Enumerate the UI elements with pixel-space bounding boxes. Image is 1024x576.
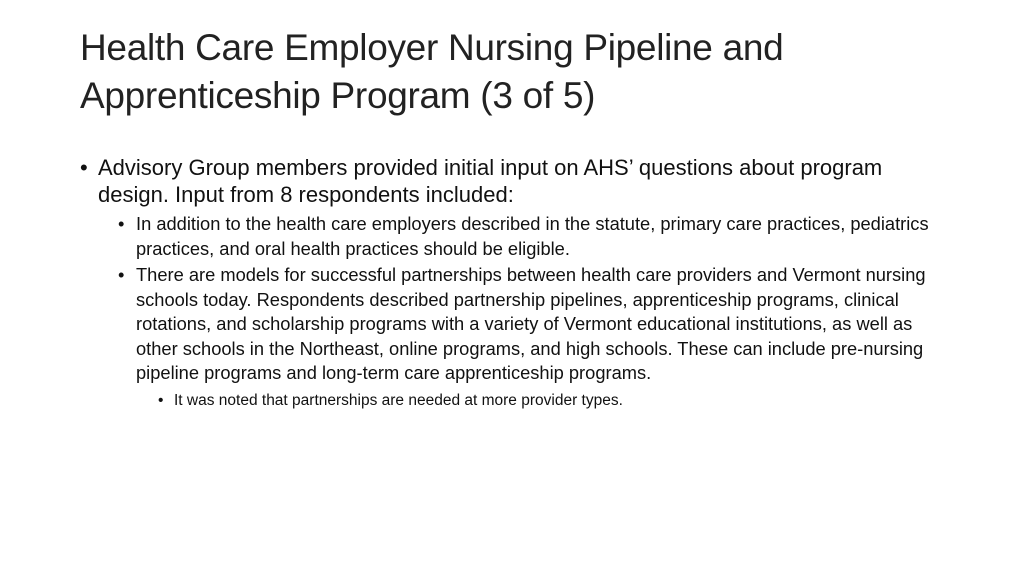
bullet-icon: • xyxy=(118,264,125,285)
slide-body xyxy=(80,154,950,412)
bullet-text-more-provider-types: It was noted that partnerships are needed at more provider types. xyxy=(174,391,623,409)
slide-title: Health Care Employer Nursing Pipeline and Apprenticeship Program (3 of 5) xyxy=(80,27,784,116)
bullet-icon: • xyxy=(80,155,88,180)
bullet-text-partnership-models: There are models for successful partnerships between health care providers and Vermont nursing schools today. Respondents described partnership pipelines, apprenticeship programs, clinical rotations, and scholarship programs with a variety of Vermont educational institutions, as well as other schools in the Northeast, online programs, and high schools. These can include pre-nursing pipeline programs and long-term care apprenticeship programs. xyxy=(136,264,926,383)
bullet-text-advisory-group: Advisory Group members provided initial input on AHS’ questions about program design. Input from 8 respondents included: xyxy=(98,155,883,207)
bullet-icon: • xyxy=(158,391,164,409)
bullet-level2 xyxy=(80,212,950,261)
bullet-level2 xyxy=(80,263,950,386)
bullet-level3 xyxy=(80,390,950,412)
bullet-text-eligible-employers: In addition to the health care employers described in the statute, primary care practices, pediatrics practices, and oral health practices should be eligible. xyxy=(136,213,929,259)
bullet-icon: • xyxy=(118,213,125,234)
bullet-level1 xyxy=(80,154,950,208)
